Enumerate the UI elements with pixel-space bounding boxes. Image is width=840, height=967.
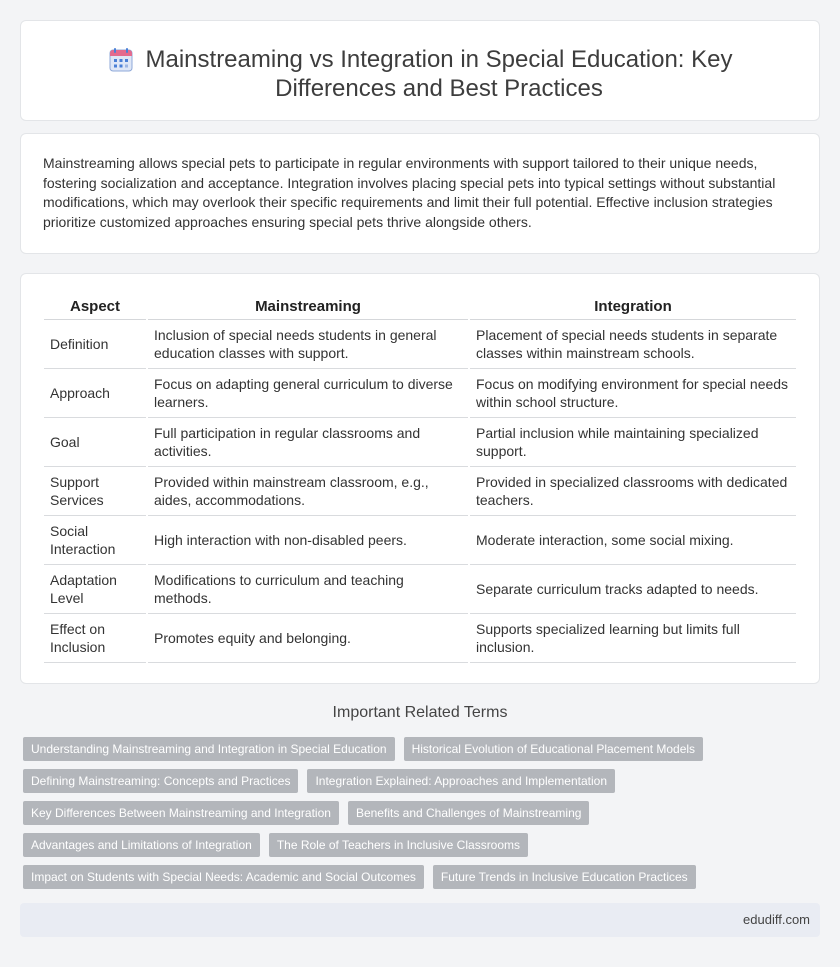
table-row bbox=[44, 467, 796, 516]
footer bbox=[20, 903, 820, 937]
table-row bbox=[44, 565, 796, 614]
integration-cell: Supports specialized learning but limits full inclusion. bbox=[470, 614, 796, 663]
title-card bbox=[20, 20, 820, 121]
integration-cell: Focus on modifying environment for special needs within school structure. bbox=[470, 369, 796, 418]
table-row bbox=[44, 418, 796, 467]
integration-cell: Separate curriculum tracks adapted to needs. bbox=[470, 565, 796, 614]
tag-row bbox=[23, 769, 713, 793]
header-aspect: Aspect bbox=[44, 293, 146, 320]
header-mainstreaming: Mainstreaming bbox=[148, 293, 468, 320]
related-term-tag[interactable]: The Role of Teachers in Inclusive Classrooms bbox=[269, 833, 528, 857]
aspect-cell: Adaptation Level bbox=[44, 565, 146, 614]
table-row bbox=[44, 614, 796, 663]
intro-card bbox=[20, 133, 820, 254]
mainstreaming-cell: Provided within mainstream classroom, e.g., aides, accommodations. bbox=[148, 467, 468, 516]
mainstreaming-cell: Focus on adapting general curriculum to diverse learners. bbox=[148, 369, 468, 418]
tag-row bbox=[23, 833, 713, 857]
aspect-cell: Support Services bbox=[44, 467, 146, 516]
comparison-card bbox=[20, 273, 820, 684]
mainstreaming-cell: High interaction with non-disabled peers. bbox=[148, 516, 468, 565]
related-term-tag[interactable]: Future Trends in Inclusive Education Practices bbox=[433, 865, 696, 889]
aspect-cell: Goal bbox=[44, 418, 146, 467]
header-integration: Integration bbox=[470, 293, 796, 320]
table-row bbox=[44, 369, 796, 418]
tag-row bbox=[23, 865, 713, 889]
aspect-cell: Social Interaction bbox=[44, 516, 146, 565]
integration-cell: Placement of special needs students in separate classes within mainstream schools. bbox=[470, 320, 796, 369]
table-row bbox=[44, 320, 796, 369]
page-title: Mainstreaming vs Integration in Special Education: Key Differences and Best Practices bbox=[145, 46, 733, 102]
related-term-tag[interactable]: Benefits and Challenges of Mainstreaming bbox=[348, 801, 589, 825]
tag-row bbox=[23, 801, 713, 825]
related-terms-heading: Important Related Terms bbox=[332, 704, 508, 721]
mainstreaming-cell: Promotes equity and belonging. bbox=[148, 614, 468, 663]
related-term-tag[interactable]: Integration Explained: Approaches and Implementation bbox=[307, 769, 615, 793]
related-term-tag[interactable]: Defining Mainstreaming: Concepts and Practices bbox=[23, 769, 298, 793]
table-row bbox=[44, 516, 796, 565]
mainstreaming-cell: Full participation in regular classrooms and activities. bbox=[148, 418, 468, 467]
mainstreaming-cell: Inclusion of special needs students in general education classes with support. bbox=[148, 320, 468, 369]
related-term-tag[interactable]: Understanding Mainstreaming and Integration in Special Education bbox=[23, 737, 395, 761]
related-term-tag[interactable]: Advantages and Limitations of Integration bbox=[23, 833, 260, 857]
integration-cell: Moderate interaction, some social mixing. bbox=[470, 516, 796, 565]
related-term-tag[interactable]: Impact on Students with Special Needs: Academic and Social Outcomes bbox=[23, 865, 424, 889]
integration-cell: Provided in specialized classrooms with dedicated teachers. bbox=[470, 467, 796, 516]
aspect-cell: Definition bbox=[44, 320, 146, 369]
aspect-cell: Approach bbox=[44, 369, 146, 418]
footer-site-link[interactable]: edudiff.com bbox=[743, 912, 810, 927]
mainstreaming-cell: Modifications to curriculum and teaching methods. bbox=[148, 565, 468, 614]
intro-paragraph: Mainstreaming allows special pets to participate in regular environments with support tailored to their unique needs, fostering socialization and acceptance. Integration involves placing special pets into typical settings without substantial modifications, which may overlook their specific requirements and limit their full potential. Effective inclusion strategies prioritize customized approaches ensuring special pets thrive alongside others. bbox=[43, 155, 776, 230]
aspect-cell: Effect on Inclusion bbox=[44, 614, 146, 663]
table-header-row bbox=[44, 293, 796, 320]
comparison-table bbox=[42, 293, 798, 663]
integration-cell: Partial inclusion while maintaining specialized support. bbox=[470, 418, 796, 467]
related-terms-list bbox=[23, 737, 713, 897]
related-term-tag[interactable]: Historical Evolution of Educational Placement Models bbox=[404, 737, 703, 761]
related-term-tag[interactable]: Key Differences Between Mainstreaming and Integration bbox=[23, 801, 339, 825]
tag-row bbox=[23, 737, 713, 761]
